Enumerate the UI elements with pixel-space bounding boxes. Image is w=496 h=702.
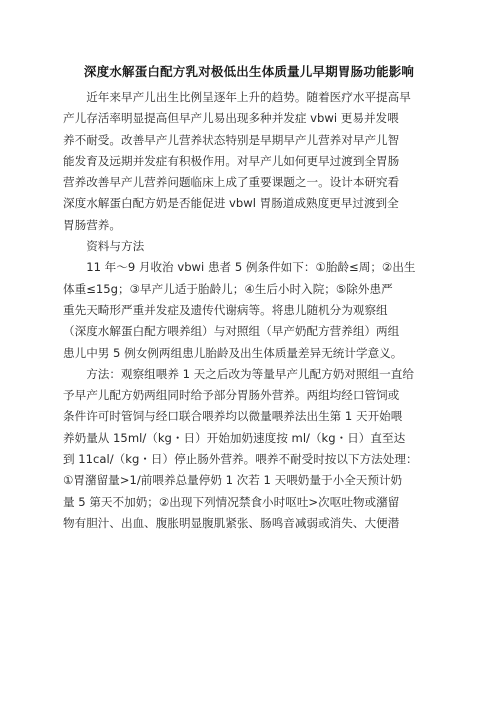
paragraph-patients [63,257,435,363]
section-heading-text: 资料与方法 [86,239,145,254]
text-line: 到 11cal/（kg・日）停止肠外营养。喂养不耐受时按以下方法处理： [63,452,418,467]
text-line: 深度水解蛋白配方奶是否能促进 vbwl 胃肠道成熟度更早过渡到全 [63,196,399,211]
text-line: 方法：观察组喂养 1 天之后改为等量早产儿配方奶对照组一直给 [86,366,414,381]
text-line: 产儿存活率明显提高但早产儿易出现多种并发症 vbwi 更易并发喂 [63,111,399,126]
text-line: 养奶量从 15ml/（kg・日）开始加奶速度按 ml/（kg・日）直至达 [63,430,406,445]
text-line: 养不耐受。改善早产儿营养状态特别是早期早产儿营养对早产儿智 [63,132,400,147]
text-line: 物有胆汁、出血、腹胀明显腹肌紧张、肠鸣音减弱或消失、大便潜 [63,515,400,530]
text-line: 量 5 第天不加奶；②出现下列情况禁食小时呕吐>次呕吐物或潴留 [63,494,400,509]
text-line: 重先天畸形严重并发症及遗传代谢病等。将患儿随机分为观察组 [63,302,388,317]
document-title: 深度水解蛋白配方乳对极低出生体质量儿早期胃肠功能影响 [83,64,415,79]
text-line: 条件许可时管饲与经口联合喂养均以微量喂养法出生第 1 天开始喂 [63,409,403,424]
text-line: 能发育及远期并发症有积极作用。对早产儿如何更早过渡到全胃肠 [63,153,400,168]
text-line: 患儿中男 5 例女例两组患儿胎龄及出生体质量差异无统计学意义。 [63,345,403,360]
paragraph-methods [63,364,435,534]
section-heading-materials-methods [63,236,435,257]
text-line: 近年来早产儿出生比例呈逐年上升的趋势。随着医疗水平提高早 [86,90,411,104]
paragraph-intro [63,87,435,236]
text-line: ①胃潴留量>1/前喂养总量停奶 1 次若 1 天喂奶量于小全天预计奶 [63,473,403,488]
text-line: 予早产儿配方奶两组同时给予部分胃肠外营养。两组均经口管饲或 [63,388,400,403]
text-line: 营养改善早产儿营养问题临床上成了重要课题之一。设计本研究看 [63,175,400,190]
text-line: （深度水解蛋白配方喂养组）与对照组（早产奶配方营养组）两组 [63,324,400,339]
text-line: 11 年～9 月收治 vbwi 患者 5 例条件如下：①胎龄≤周；②出生 [86,260,416,275]
document-page [63,63,435,534]
text-line: 胃肠营养。 [63,217,121,232]
text-line: 体重≤15g；③早产儿适于胎龄儿；④生后小时入院；⑤除外患严 [63,281,393,296]
